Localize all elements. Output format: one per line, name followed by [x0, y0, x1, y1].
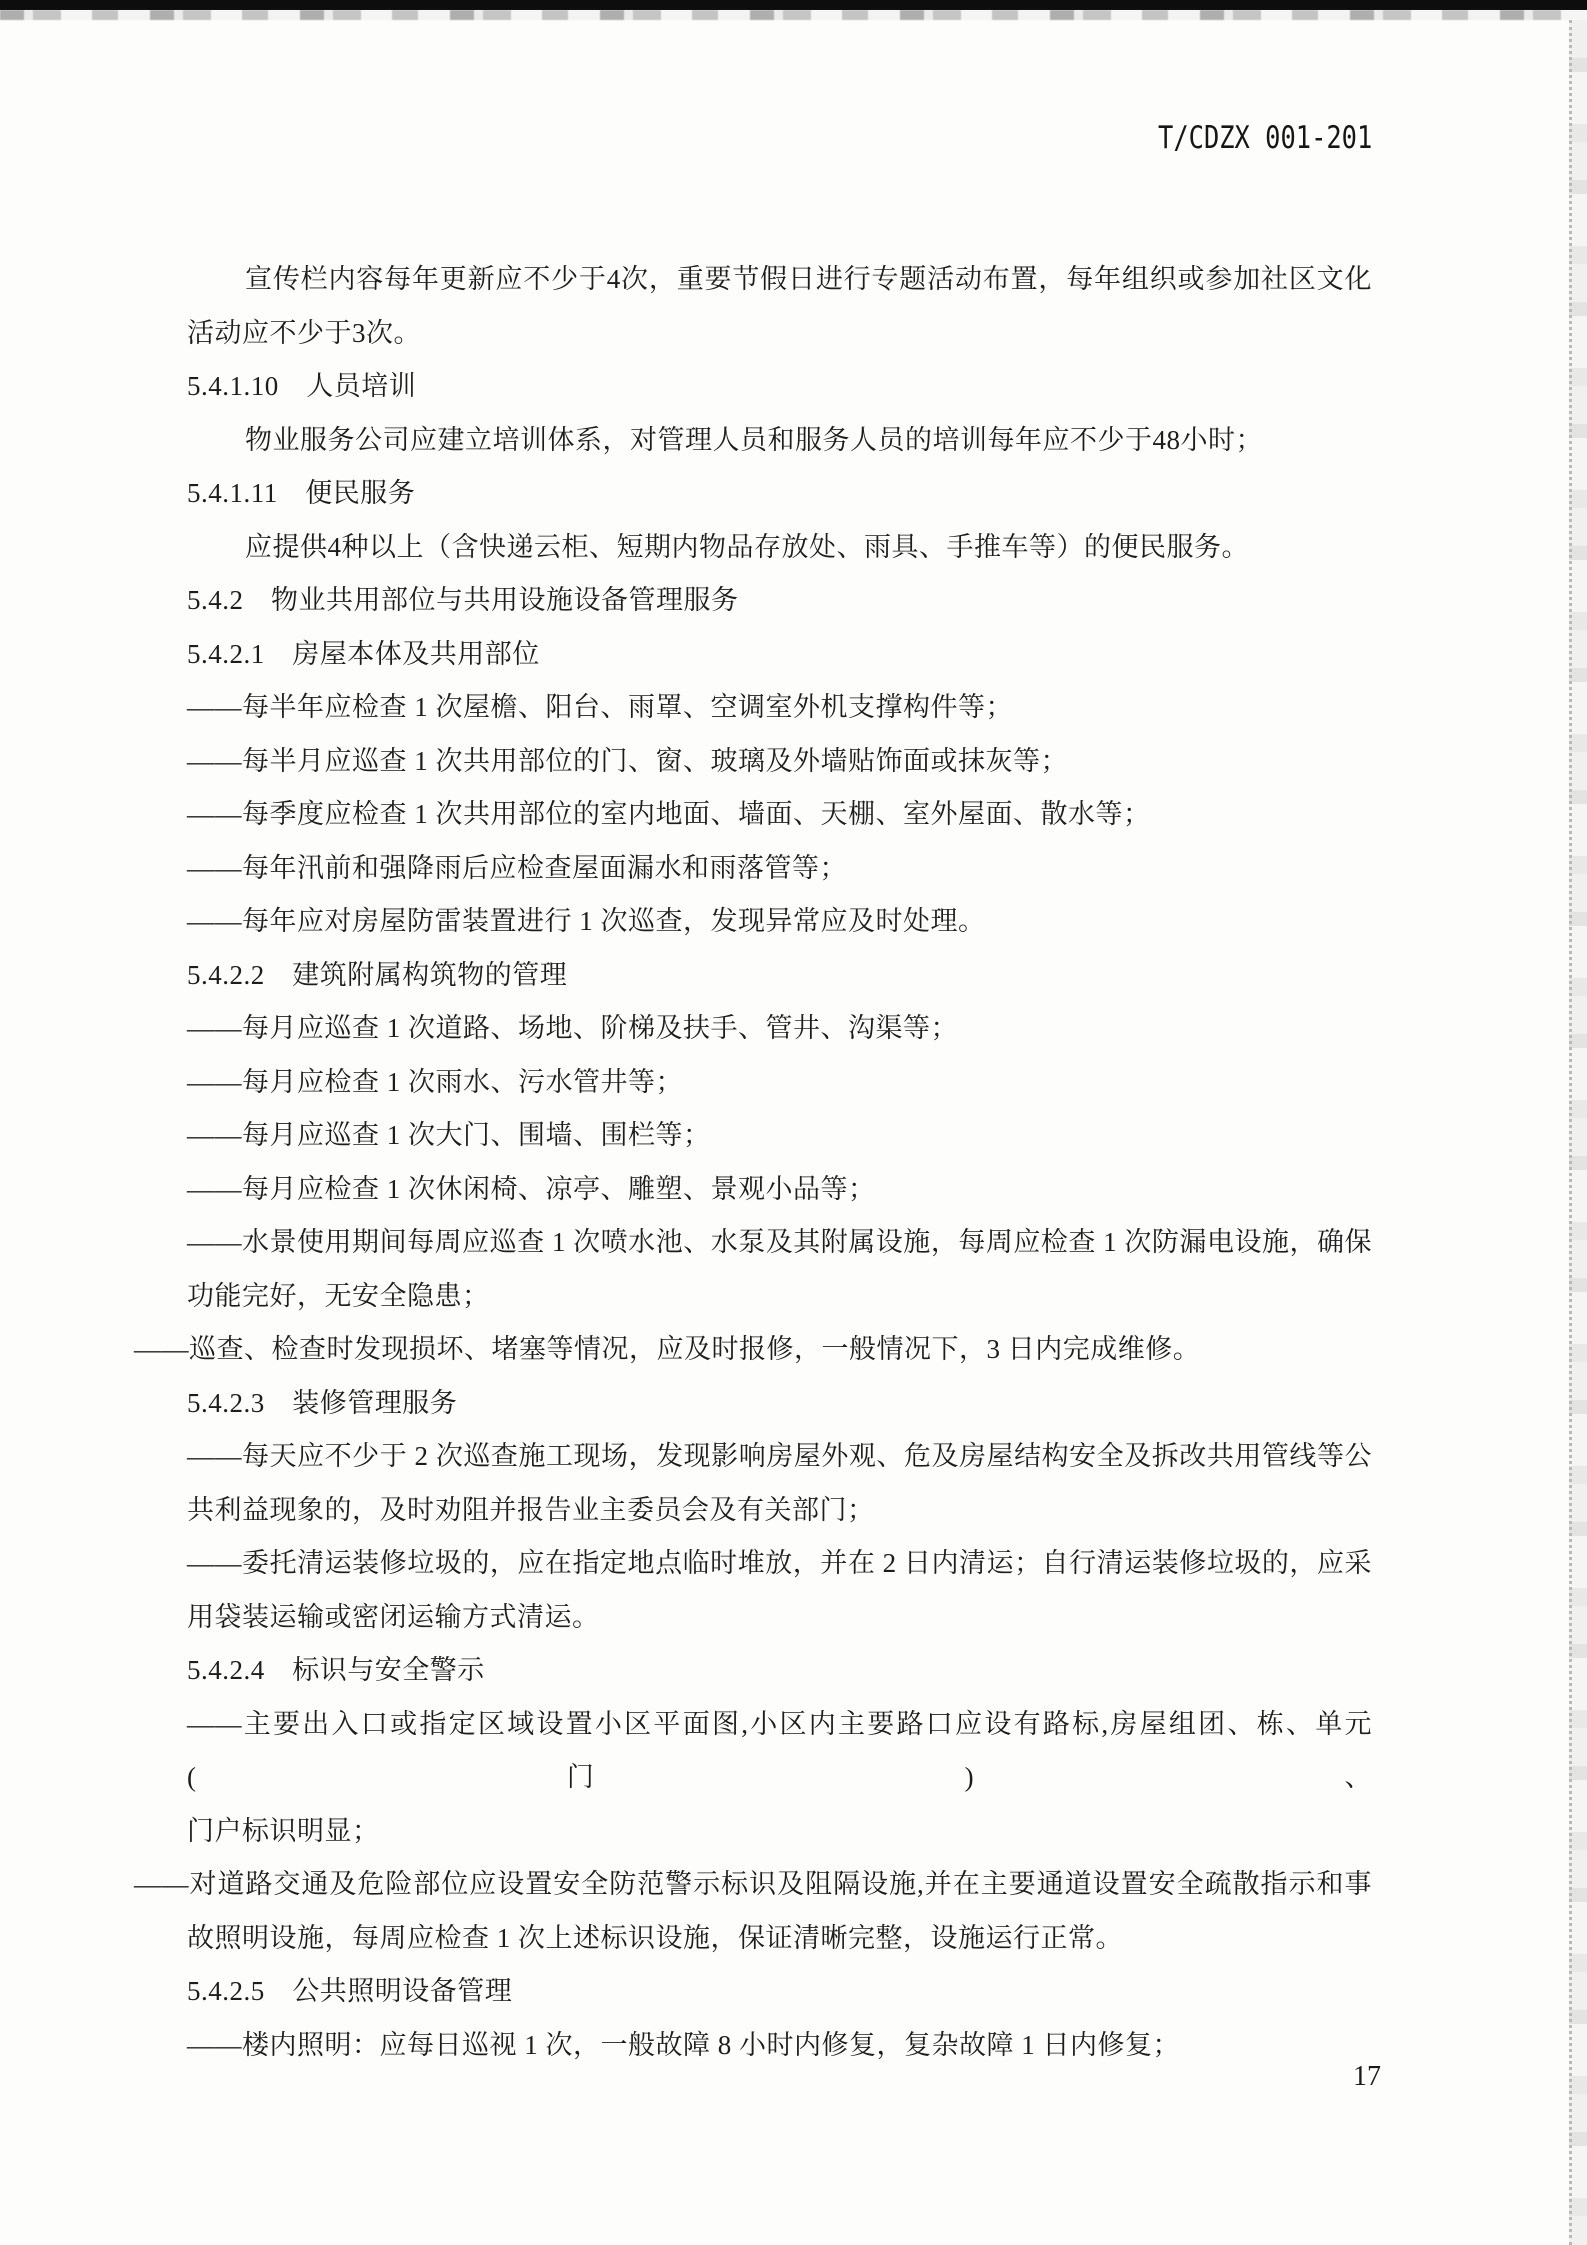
text-line: ——每季度应检查 1 次共用部位的室内地面、墙面、天棚、室外屋面、散水等； [187, 799, 1151, 829]
text-line: 5.4.2.4 标识与安全警示 [187, 1655, 485, 1685]
text-line: 活动应不少于3次。 [187, 317, 421, 348]
text-line: 功能完好，无安全隐患； [187, 1280, 490, 1311]
text-line: ——水景使用期间每周应巡查 1 次喷水池、水泵及其附属设施，每周应检查 1 次防漏电设施，确保 [187, 1227, 1372, 1257]
text-line: ——委托清运装修垃圾的，应在指定地点临时堆放，并在 2 日内清运；自行清运装修垃圾的，应采 [187, 1548, 1372, 1578]
text-line: ——每半月应巡查 1 次共用部位的门、窗、玻璃及外墙贴饰面或抹灰等； [187, 745, 1068, 776]
text-line: 5.4.2.5 公共照明设备管理 [187, 1976, 513, 2006]
scan-edge-top [0, 0, 1587, 24]
text-line: 5.4.1.10 人员培训 [187, 371, 417, 401]
text-line: ——对道路交通及危险部位应设置安全防范警示标识及阻隔设施,并在主要通道设置安全疏散指示和事 [134, 1869, 1372, 1899]
text-line: 5.4.2.1 房屋本体及共用部位 [187, 638, 540, 669]
text-line: 门户标识明显； [187, 1815, 380, 1846]
text-line: 故照明设施，每周应检查 1 次上述标识设施，保证清晰完整，设施运行正常。 [187, 1922, 1123, 1953]
standard-code: T/CDZX 001-201 [1157, 120, 1372, 156]
page-number: 17 [1353, 2061, 1381, 2092]
text-line: ——每年汛前和强降雨后应检查屋面漏水和雨落管等； [187, 852, 847, 883]
text-line: 5.4.2.2 建筑附属构筑物的管理 [187, 959, 568, 990]
document-body [134, 253, 1372, 2072]
text-line: ——每月应巡查 1 次大门、围墙、围栏等； [187, 1120, 711, 1150]
scan-edge-right [1569, 20, 1587, 2245]
text-line: ——每半年应检查 1 次屋檐、阳台、雨罩、空调室外机支撑构件等； [187, 692, 1013, 722]
text-line: ——每年应对房屋防雷装置进行 1 次巡查，发现异常应及时处理。 [187, 906, 986, 936]
text-line: ——巡查、检查时发现损坏、堵塞等情况，应及时报修，一般情况下，3 日内完成维修。 [134, 1334, 1201, 1364]
text-line: ——每月应检查 1 次雨水、污水管井等； [187, 1066, 683, 1097]
text-line: 5.4.1.11 便民服务 [187, 478, 416, 508]
text-line: 宣传栏内容每年更新应不少于4次，重要节假日进行专题活动布置，每年组织或参加社区文化 [245, 264, 1372, 294]
text-line: 应提供4种以上（含快递云柜、短期内物品存放处、雨具、手推车等）的便民服务。 [245, 531, 1249, 562]
text-line: ——每月应巡查 1 次道路、场地、阶梯及扶手、管井、沟渠等； [187, 1013, 958, 1043]
text-line: ——每天应不少于 2 次巡查施工现场，发现影响房屋外观、危及房屋结构安全及拆改共用管线等公 [187, 1441, 1372, 1471]
text-line: 5.4.2.3 装修管理服务 [187, 1387, 458, 1418]
text-line: 5.4.2 物业共用部位与共用设施设备管理服务 [187, 585, 739, 615]
text-line: 用袋装运输或密闭运输方式清运。 [187, 1601, 600, 1632]
text-line: ——楼内照明：应每日巡视 1 次，一般故障 8 小时内修复，复杂故障 1 日内修复； [187, 2029, 1180, 2060]
text-line: 物业服务公司应建立培训体系，对管理人员和服务人员的培训每年应不少于48小时； [245, 424, 1263, 455]
text-line: ——主要出入口或指定区域设置小区平面图,小区内主要路口应设有路标,房屋组团、栋、单元(门)、 [187, 1708, 1372, 1792]
text-line: 共利益现象的，及时劝阻并报告业主委员会及有关部门； [187, 1494, 875, 1525]
text-line: ——每月应检查 1 次休闲椅、凉亭、雕塑、景观小品等； [187, 1173, 876, 1204]
